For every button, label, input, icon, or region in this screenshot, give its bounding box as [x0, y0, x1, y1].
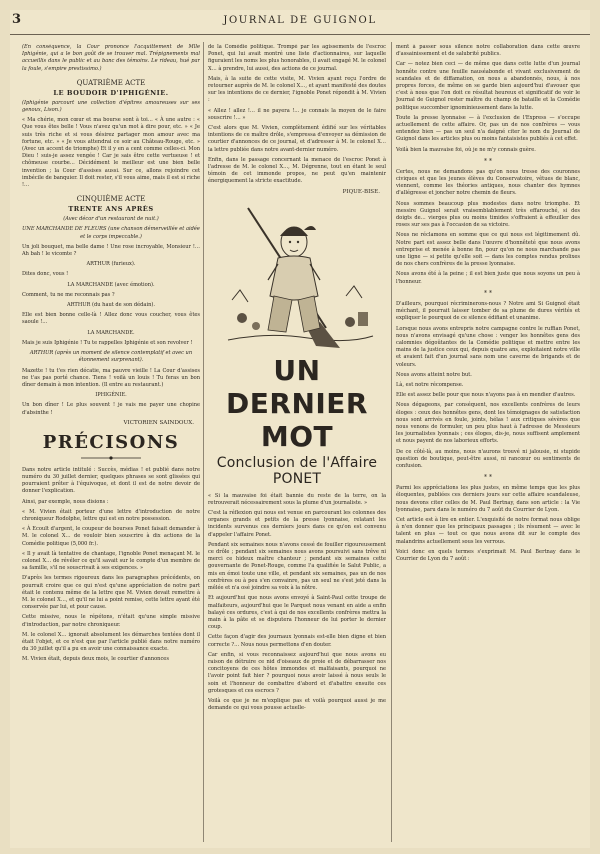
- act5-subtitle: TRENTE ANS APRÈS: [68, 205, 154, 214]
- speaker-name: LA MARCHANDE.: [87, 329, 135, 336]
- precisons-heading: PRÉCISONS: [42, 431, 180, 453]
- act5-title: CINQUIÈME ACTE: [76, 195, 146, 204]
- speaker-name: ARTHUR (du haut de son dédain).: [67, 302, 155, 309]
- dialogue-line: Dites donc, vous !: [22, 271, 69, 278]
- article-paragraph: « À Ecoult d'argent, le coupeur de bourses Ponet faisait demander à M. le colonel X… de vouloir bien souscrire à dix actions de la Comédie politique (5,000 fr.).: [22, 526, 200, 547]
- dialogue-line: Un joli bouquet, ma belle dame ! Une rose incroyable, Monsieur !… Ah bah ! le vicomte ?: [22, 243, 200, 258]
- article-paragraph: de la Comédie politique. Trompé par les agissements de l'escroc Ponet, qui lui avait montré une liste d'actionnaires, sur laquelle figuraient les noms les plus honorables, il avait engagé M. le colonel X… à prendre, lui aussi, des actions de ce journal.: [208, 44, 386, 72]
- speaker-name: LA MARCHANDE (avec émotion).: [67, 281, 155, 288]
- article-paragraph: Pendant six semaines nous n'avons cessé de fouiller rigoureusement ce drôle ; pendant six semaines nous avons poursuivi sans trêve ni merci ce hideux maître chanteur ; pendant six semaines cette gouvernante de Ponet-Rouge, comme l'a qualifiée le Salut Public, a mis en émoi toute une ville, et pendant six semaines, pas un de nos confrères ou à peu s'en convainre, pas un seul ne s'est jeté dans la mêlée et n'a osé joindre sa voix à la nôtre.: [208, 541, 386, 592]
- dialogue-line: Mais je suis Iphigénie ! Tu te rappelles Iphigénie et son revolver !: [22, 339, 193, 346]
- intro-paragraph: (En conséquence, la Cour prononce l'acquittement de Mlle Iphigénie, qui a le bon goût de se trouver mal. Trépignements mal accueillis dans le public et au banc des témoins. Le rideau, hué par la foule, s'empire prestissimo.): [22, 44, 200, 72]
- article-paragraph: Nous dégageons, par conséquent, nos excellents confrères de leurs éloges : ceux des honnêtes gens, dont les témoignages de satisfaction nous sont arrivés en foule, joints, hélas ! aux critiques sévères que nous venons de formuler, un peu plus haut à l'adresse de Messieurs les journalistes lyonnais ; ces éloges, dis-je, nous suffisent amplement et nous payent de nos laborieux efforts.: [396, 402, 580, 445]
- speaker-name: IPHIGÉNIE.: [95, 392, 127, 399]
- article-paragraph: Cet article est à lire en entier. L'exquisité de notre format nous oblige à n'en donner que les principaux passages ; ils résument — avec le talent en plus — tout ce que nous avons dit sur le compte des malandrins actuellement sous les verrous.: [396, 516, 580, 545]
- column-divider-1: [203, 42, 204, 842]
- asterism-divider: * *: [484, 157, 492, 165]
- dialogue-line: Elle est bien bonne celle-là ! Allez donc vous coucher, vous êtes saoule !…: [22, 312, 200, 326]
- article-paragraph: Car enfin, si vous reconnaissez aujourd'hui que nous avons eu raison de détruire ce nid d'oiseaux de proie et de débarrasser nos concitoyens de ces hôtes immondes et malfaisants, pourquoi ne l'avoir point fait hier ? pourquoi nous avoir laissé à nous seuls le soin et l'honneur de combattre d'abord et d'abattre ensuite ces grotesques et ces escrocs ?: [208, 651, 386, 694]
- column-2: [208, 44, 386, 844]
- article-paragraph: Ainsi, par exemple, nous disions :: [22, 498, 109, 505]
- article-paragraph: « Il y avait là tentative de chantage, l'ignoble Ponet menaçant M. le colonel X… de révéler ce qu'il savait sur le compte d'un membre de sa famille, s'il ne souscrivait à ses exigences. »: [22, 550, 200, 572]
- article-paragraph: D'ailleurs, pourquoi récriminerons-nous ? Notre ami Si Guignol était méchant, il pourrait laisser tomber de sa plume de dures vérités et expliquer le pourquoi de ce silence édifiant et unanime.: [396, 300, 580, 322]
- page-header: [10, 10, 590, 35]
- journal-title: JOURNAL DE GUIGNOL: [223, 15, 377, 26]
- article-paragraph: Nous avons été à la peine ; il est bien juste que nous soyons un peu à l'honneur.: [396, 271, 580, 285]
- act4-subtitle: LE BOUDOIR D'IPHIGÉNIE.: [53, 88, 169, 97]
- dialogue-line: Mazette ! tu t'es rien décatie, ma pauvre vieille ! La Cour d'assises ne t'as pas porté chance. Tiens ! voilà un louis ! Tu feras un bon dîner demain à mon intention. (Il entre au restaurant.): [22, 367, 200, 388]
- column-3: [396, 44, 580, 844]
- article-paragraph: Nous avons atteint notre but.: [396, 371, 472, 378]
- act4-text: « Ma chérie, mon cœur et ma bourse sont à toi… « À une autre : « Que vous êtes belle ! Vous n'avez qu'un mot à dire pour, etc. » « Je suis très riche et si vous désirez partager mon amour avec ma fortune, etc. » « Je vous attendrai ce soir au Château-Rouge, etc. » (Avec un accent de triomphe) Et il y en a cent comme celles-ci. Mon Dieu ! suis-je assez vengée ! Car je sais être cette vertueuse ! et chômeuse courbe… Décidément le meilleur est une bien belle invention ; la Cour d'assises aussi. Sur ce, allons rejoindre cet imbécile de banquier. Il doit rester, s'il vous aime, mais il est si riche !…: [22, 117, 200, 189]
- article-paragraph: Enfin, dans le passage concernant la menace de l'escroc Ponet à l'adresse de M. le colonel X…, M. Dégrenne, tout en étant le seul témoin de cet immonde propos, ne peut qu'en maintenir énergiquement la stricte exactitude.: [208, 156, 386, 185]
- asterism-divider: * *: [484, 289, 492, 297]
- article-paragraph: Parmi les appréciations les plus justes, en même temps que les plus éloquentes, publiées ces derniers jours sur cette affaire scandaleuse, nous devons citer celles de M. Paul Bertnay, dans son article : la Vie lyonnaise, paru dans le numéro du 7 août du Courrier de Lyon.: [396, 485, 580, 513]
- article-paragraph: « Si la mauvaise foi était bannie du reste de la terre, on la retrouverait nécessairement sous la plume d'un journaliste. »: [208, 492, 386, 506]
- article-paragraph: Voilà bien la mauvaise foi, où je ne m'y connais guère.: [396, 146, 536, 153]
- article-paragraph: Elle est assez belle pour que nous n'ayons pas à en mendier d'autres.: [396, 392, 576, 399]
- act5-stage-direction-2: UNE MARCHANDE DE FLEURS (une chanson démerveillée et aidée et le corps impeccable.): [22, 226, 200, 240]
- article-paragraph: M. Vivien était, depuis deux mois, le courtier d'annonces: [22, 656, 169, 663]
- article-paragraph: Mais, à la suite de cette visite, M. Vivien ayant reçu l'ordre de retourner auprès de M. le colonel X…, et ayant manifesté des doutes sur les intentions de ce dernier, l'ignoble Ponet répondit à M. Vivien :: [208, 75, 386, 104]
- article-paragraph: C'est la réflexion qui nous est venue en parcourant les colonnes des organes grands et petits de la presse lyonnaise, relatant les incidents survenus ces derniers jours dans ce qu'on est convenu d'appeler l'affaire Ponet.: [208, 510, 386, 538]
- asterism-divider: * *: [484, 474, 492, 482]
- article-paragraph: Cette missive, nous le répétons, n'était qu'une simple missive d'introduction, par notre chroniqueur.: [22, 614, 200, 628]
- article-paragraph: Cette façon d'agir des journaux lyonnais est-elle bien digne et bien correcte ?… Nous nous permettons d'en douter.: [208, 634, 386, 648]
- article-paragraph: M. le colonel X… ignorait absolument les démarches tentées dont il était l'objet, et ce n'est que par l'article publié dans notre numéro du 30 juillet qu'il a pu en avoir une connaissance exacte.: [22, 631, 200, 653]
- guignol-illustration: [208, 200, 386, 350]
- ornament-divider: [22, 455, 200, 463]
- article-paragraph: Nous ne réclamons en somme que ce qui nous est légitimement dû. Notre part est assez belle dans l'œuvre d'honnêteté que nous avons entreprise et menée à bonne fin, pour qu'on ne nous marchande pas une ligne — si petite qu'elle soit — dans les comptes rendus prolixes de nos chers confrères de la presse lyonnaise.: [396, 232, 580, 268]
- act4-stage-direction: (Iphigénie parcourt une collection d'épitres amoureuses sur ses genoux, Lison.): [22, 99, 200, 114]
- article-paragraph: « Allez ! allez !… il ne payera !… je connais la moyen de le faire souscrire !… »: [208, 107, 386, 121]
- article-paragraph: C'est alors que M. Vivien, complètement édifié sur les véritables intentions de ce maître drôle, s'empressa d'envoyer sa démission de courtier d'annonces de ce journal, et d'adresser à M. le colonel X… la lettre publiée dans notre avant-dernier numéro.: [208, 125, 386, 153]
- speaker-name: ARTHUR (furieux).: [86, 261, 136, 268]
- article-paragraph: Toute la presse lyonnaise — à l'exclusion de l'Express — s'occupe actuellement de cette affaire. Or, pas un de nos confrères — vous entendez bien — pas un seul n'a daigné citer le nom du Journal de Guignol dans les articles plus ou moins fantaisistes publiés à cet effet.: [396, 114, 580, 143]
- article-paragraph: Certes, nous ne demandons pas qu'on nous tresse des couronnes civiques et que les jeunes élèves du Conservatoire, vêtues de blanc, viennent, comme les théories antiques, nous chanter des hymnes d'allégresse et joncher notre chemin de fleurs.: [396, 168, 580, 197]
- article-paragraph: Lorsque nous avons entrepris notre campagne contre le ruffian Ponet, nous n'avons envisagé qu'une chose : venger les honnêtes gens des calomnies dégoûtantes de la Comédie politique et mettre entre les mains de la justice ceux qui, depuis quatre ans, exploitaient notre ville et avaient fait d'un journal sans nom une caverne de brigands et de voleurs.: [396, 325, 580, 368]
- article-paragraph: Là, est notre récompense.: [396, 381, 464, 388]
- dialogue-line: Comment, tu ne me reconnais pas ?: [22, 291, 115, 298]
- article-paragraph: D'après les termes rigoureux dans les paragraphes précédents, on pourrait croire que ce qui n'est qu'une appréciation de notre part était le contenu même de la lettre que M. Vivien devait remettre à M. le colonel X…, et qu'il ne lui a point remise, cette lettre ayant été conservée par lui, et pour cause.: [22, 575, 200, 611]
- dialogue-line: Un bon dîner ! Le plus souvent ! je vais me payer une chopine d'absinthe !: [22, 402, 200, 416]
- article-paragraph: Nous sommes beaucoup plus modestes dans notre triomphe. Et messire Guignol serait vraisemblablement très effarouché, si des doigts de… vierges plus ou moins timides s'offraient à effeuiller des roses sur ses pas à l'occasion de sa victoire.: [396, 200, 580, 229]
- main-headline: UN DERNIER MOT: [226, 353, 368, 453]
- newspaper-page: [10, 10, 590, 848]
- article-paragraph: De ce côté-là, au moins, nous n'aurons trouvé ni jalousie, ni stupide question de boutique, peut-être aussi, ni rancœur ou sentiments de confusion.: [396, 448, 580, 469]
- column-divider-2: [391, 42, 392, 842]
- article-paragraph: Voici donc en quels termes s'exprimait M. Paul Bertnay dans le Courrier de Lyon du 7 août :: [396, 548, 580, 562]
- act5-stage-direction: (Avec décor d'un restaurant de nuit.): [63, 216, 159, 223]
- act4-title: QUATRIÈME ACTE: [76, 78, 146, 87]
- article-paragraph: ment à passer sous silence notre collaboration dans cette œuvre d'assainissement et de salubrité publics.: [396, 44, 580, 58]
- article-paragraph: « M. Vivien était porteur d'une lettre d'introduction de notre chroniqueur Rodolphe, lettre qui est en notre possession.: [22, 508, 200, 522]
- author-signature: VICTORIEN SAINDOUX.: [123, 419, 194, 426]
- headline-subtitle: Conclusion de l'Affaire PONET: [216, 454, 378, 487]
- article-paragraph: Car — notez bien ceci — de même que dans cette lutte d'un journal honnête contre une feuille nauséabonde et vivant exclusivement de scandales et de diffamation, on nous a abandonnés, nous, à nos propres forces, de même on se garde bien aujourd'hui d'avouer que c'est à nous que l'on doit ce résultat heureux et significatif de voir le Journal de Guignol rester maître du champ de bataille et la Comédie politique succomber ignominieusement dans la lutte.: [396, 61, 580, 111]
- page-number: 3: [12, 12, 22, 27]
- column-1: [22, 44, 200, 844]
- article-paragraph: Et aujourd'hui que nous avons envoyé à Saint-Paul cette troupe de malfaiteurs, aujourd'hui que le Parquet nous venant en aide a enfin balayé ces ordures, c'est à qui de nos excellents confrères mettra la main à la pâte et se disputera l'honneur de lui porter le dernier coup.: [208, 595, 386, 631]
- article-paragraph: Voilà ce que je ne m'explique pas et voilà pourquoi aussi je me demande ce qui vous pousse actuelle-: [208, 697, 386, 712]
- article-paragraph: Dans notre article intitulé : Succès, médias ! et publié dans notre numéro du 30 juillet dernier, quelques phrases se sont glissées qui pourraient prêter à l'équivoque, et dont il est de notre devoir de donner l'explication.: [22, 466, 200, 495]
- author-signature: PIQUE-BISE.: [342, 188, 380, 195]
- speaker-name: ARTHUR (après un moment de silence contemplatif et avec un étonnement surprenant).: [29, 350, 193, 364]
